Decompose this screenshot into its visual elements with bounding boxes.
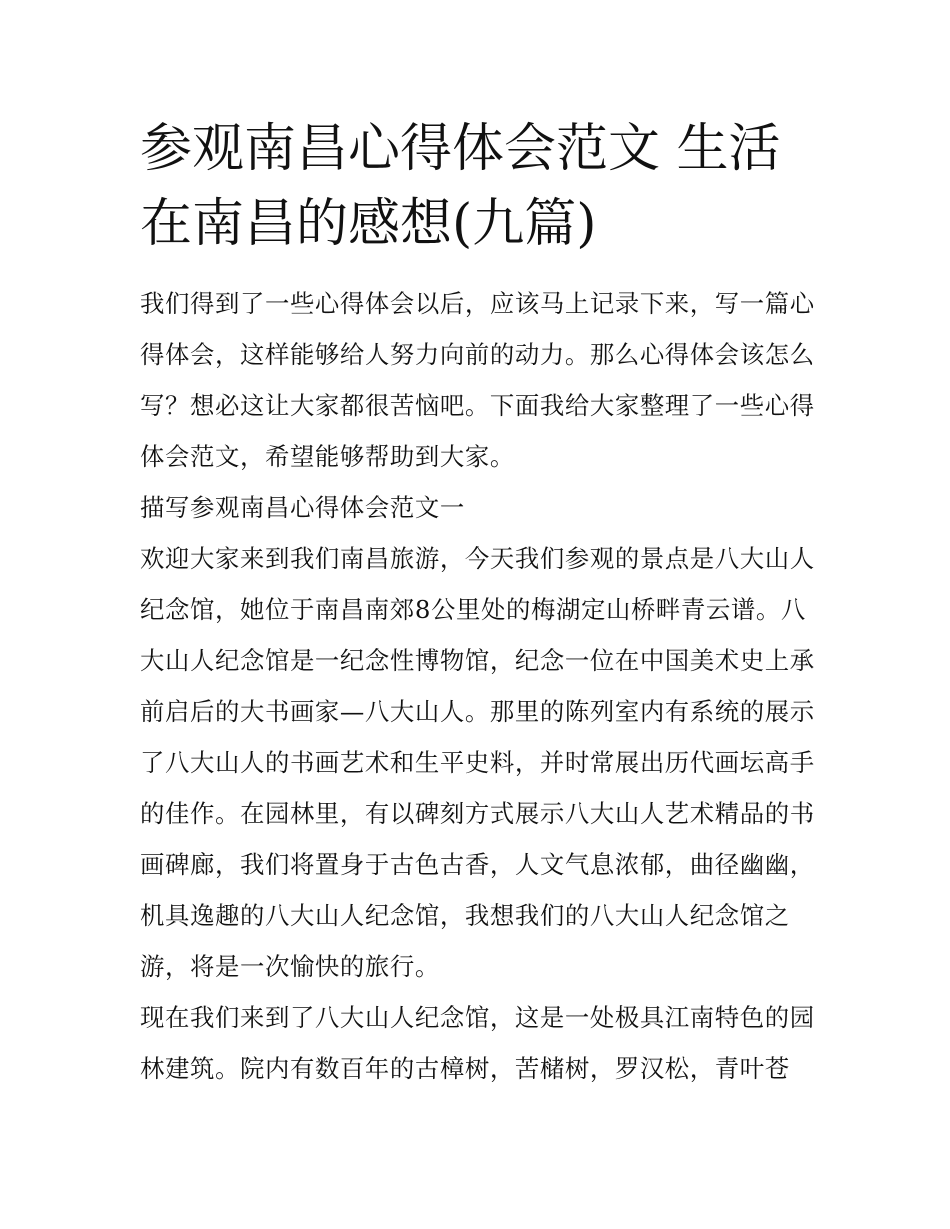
- body-paragraph-1: 欢迎大家来到我们南昌旅游，今天我们参观的景点是八大山人纪念馆，她位于南昌南郊8公里处的梅湖定山桥畔青云谱。八大山人纪念馆是一纪念性博物馆，纪念一位在中国美术史上承前启后的大书画家—八大山人。那里的陈列室内有系统的展示了八大山人的书画艺术和生平史料，并时常展出历代画坛高手的佳作。在园林里，有以碑刻方式展示八大山人艺术精品的书画碑廊，我们将置身于古色古香，人文气息浓郁，曲径幽幽，机具逸趣的八大山人纪念馆，我想我们的八大山人纪念馆之游，将是一次愉快的旅行。: [140, 544, 815, 981]
- intro-paragraph: 我们得到了一些心得体会以后，应该马上记录下来，写一篇心得体会，这样能够给人努力向前的动力。那么心得体会该怎么写？想必这让大家都很苦恼吧。下面我给大家整理了一些心得体会范文，希望能够帮助到大家。: [140, 289, 815, 471]
- section-heading: 描写参观南昌心得体会范文一: [140, 493, 465, 522]
- body-paragraph-2: 现在我们来到了八大山人纪念馆，这是一处极具江南特色的园林建筑。院内有数百年的古樟树，苦槠树，罗汉松，青叶苍: [140, 1003, 815, 1083]
- document-body: [140, 278, 816, 1094]
- document-title: 参观南昌心得体会范文 生活在南昌的感想(九篇): [140, 119, 781, 254]
